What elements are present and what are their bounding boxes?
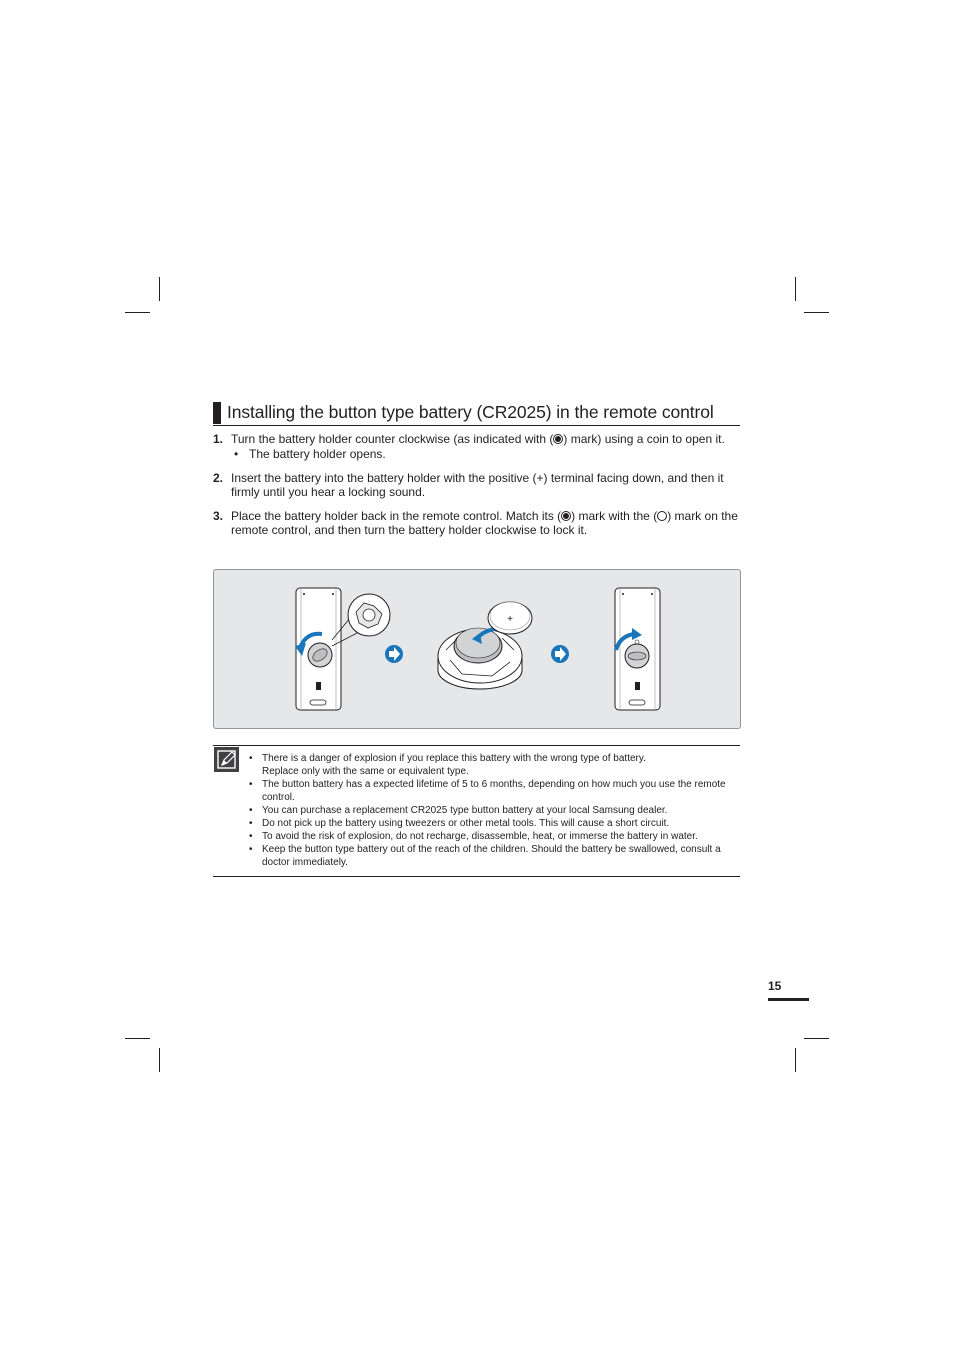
note-text: There is a danger of explosion if you replace this battery with the wrong type of battery.: [262, 753, 646, 764]
step-text: ) mark) using a coin to open it.: [563, 432, 725, 446]
crop-mark: [804, 1038, 829, 1039]
note-item: • You can purchase a replacement CR2025 type button battery at your local Samsung dealer.: [248, 804, 743, 817]
step-number: 2.: [213, 471, 224, 485]
note-item: • The button battery has a expected lifetime of 5 to 6 months, depending on how much you use the remote control.: [248, 778, 743, 804]
battery-plus-label: +: [507, 614, 513, 625]
page-number: 15: [768, 979, 782, 993]
step-1: [213, 432, 741, 461]
note-item: • To avoid the risk of explosion, do not recharge, disassemble, heat, or immerse the battery in water.: [248, 830, 743, 843]
note-text: Replace only with the same or equivalent type.: [262, 766, 469, 777]
step-2: [213, 471, 741, 499]
remote-control-open-illustration: [295, 588, 390, 710]
crop-mark: [159, 1048, 160, 1072]
remote-control-lock-illustration: [615, 588, 660, 710]
remote-mark-icon: [657, 511, 667, 521]
notes-section: [213, 745, 740, 877]
note-item: • Keep the button type battery out of the reach of the children. Should the battery be swallowed, consult a doctor immediately.: [248, 843, 743, 869]
step-text: ) mark with the (: [571, 509, 658, 523]
crop-mark: [159, 277, 160, 301]
step-text: Insert the battery into the battery holder with the positive (+) terminal facing down, and then it firmly until you hear a locking sound.: [231, 471, 724, 499]
next-arrow-icon: [385, 645, 403, 663]
crop-mark: [795, 1048, 796, 1072]
step-sub-item: • The battery holder opens.: [231, 447, 741, 461]
crop-mark: [125, 312, 150, 313]
page-title: Installing the button type battery (CR2025) in the remote control: [227, 402, 714, 422]
steps-list: [213, 432, 741, 547]
section-heading: [213, 400, 740, 426]
step-number: 1.: [213, 432, 224, 446]
note-item: [248, 752, 743, 778]
note-pencil-icon: [214, 747, 239, 772]
step-number: 3.: [213, 509, 224, 523]
battery-illustration: [214, 570, 740, 728]
heading-bar: [213, 402, 221, 424]
step-text: Place the battery holder back in the remote control. Match its (: [231, 509, 562, 523]
step-text: Turn the battery holder counter clockwise (as indicated with (: [231, 432, 554, 446]
crop-mark: [804, 312, 829, 313]
crop-mark: [125, 1038, 150, 1039]
next-arrow-icon: [551, 645, 569, 663]
coin-battery-illustration: [488, 602, 532, 634]
holder-mark-icon: [553, 434, 563, 444]
battery-holder-illustration: [438, 628, 522, 689]
page-number-rule: [768, 998, 809, 1001]
step-3: [213, 509, 741, 537]
holder-mark-icon: [561, 511, 571, 521]
notes-list: [248, 752, 743, 869]
note-item: • Do not pick up the battery using tweezers or other metal tools. This will cause a short circuit.: [248, 817, 743, 830]
crop-mark: [795, 277, 796, 301]
step-text: ) mark on the remote control, and then turn the battery holder clockwise to lock it.: [231, 509, 738, 537]
illustration-panel: [213, 569, 741, 729]
